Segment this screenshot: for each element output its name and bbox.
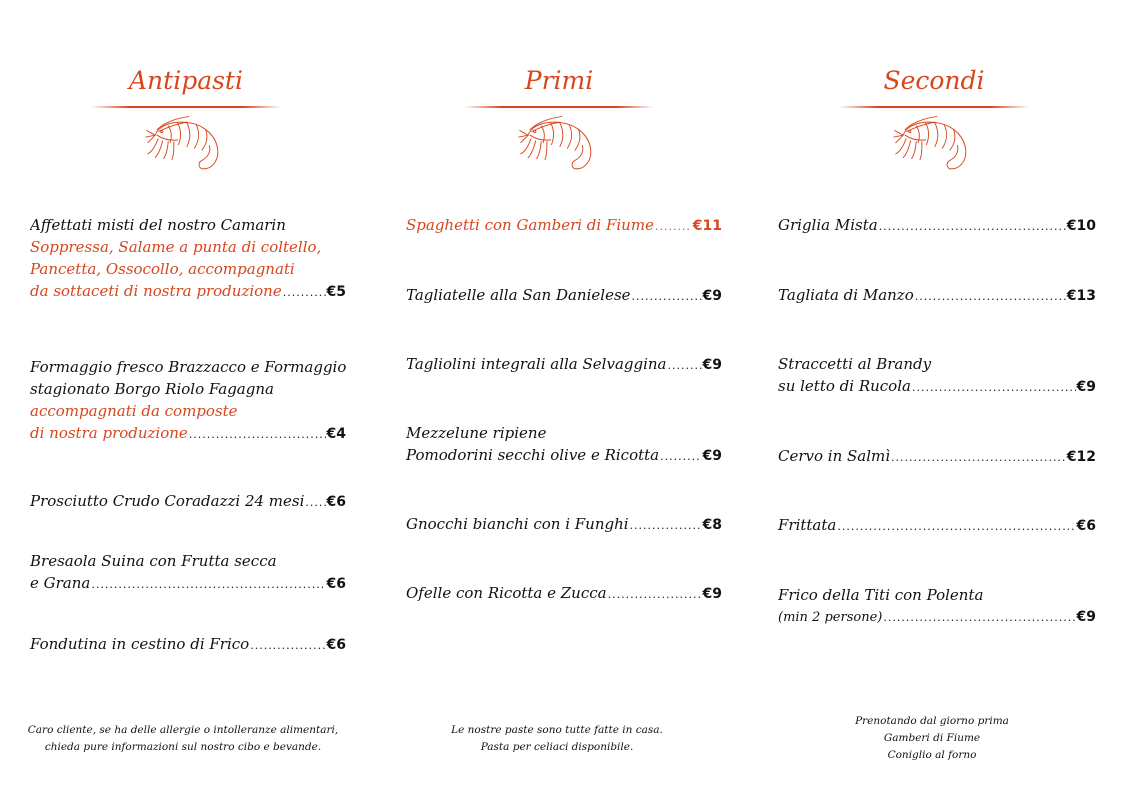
shrimp-icon: [892, 114, 976, 176]
allergy-note: [18, 722, 348, 756]
menu-item-frico-polenta: [778, 584, 1096, 629]
note-line: Pasta per celiaci disponibile.: [480, 741, 634, 753]
secondi-header: [834, 66, 1034, 176]
dish-price: €5: [326, 284, 346, 300]
menu-item-ofelle: [406, 582, 722, 606]
menu-item-fondutina: [30, 633, 346, 657]
note-line: Prenotando dal giorno prima: [855, 715, 1009, 727]
dish-price: €9: [702, 288, 722, 304]
section-title: Antipasti: [129, 66, 243, 95]
dish-name: Bresaola Suina con Frutta secca: [30, 552, 277, 570]
leader-dots: [283, 282, 326, 304]
menu-item-affettati: [30, 214, 346, 304]
dish-price: €9: [1076, 379, 1096, 395]
note-line: Gamberi di Fiume: [883, 732, 981, 744]
leader-dots: [189, 424, 326, 446]
dish-name: Gnocchi bianchi con i Funghi: [406, 515, 629, 533]
dish-name: e Grana: [30, 574, 91, 592]
leader-dots: [250, 635, 325, 657]
dish-name: Frittata: [778, 516, 837, 534]
menu-item-tagliata: [778, 284, 1096, 308]
note-line: Caro cliente, se ha delle allergie o intolleranze alimentari,: [27, 724, 339, 736]
menu-item-cervo: [778, 445, 1096, 469]
leader-dots: [91, 574, 325, 596]
shrimp-icon: [517, 114, 601, 176]
booking-note: [802, 713, 1062, 764]
menu-item-formaggio: [30, 356, 346, 446]
menu-item-tagliatelle: [406, 284, 722, 308]
dish-price: €12: [1066, 449, 1096, 465]
leader-dots: [879, 216, 1066, 238]
dish-price: €6: [326, 494, 346, 510]
dish-name: Prosciutto Crudo Coradazzi 24 mesi: [30, 492, 305, 510]
dish-name: Fondutina in cestino di Frico: [30, 635, 250, 653]
dish-price: €6: [326, 576, 346, 592]
section-title: Secondi: [883, 66, 985, 95]
dish-name: Tagliolini integrali alla Selvaggina: [406, 355, 667, 373]
note-line: chieda pure informazioni sul nostro cibo e bevande.: [44, 741, 322, 753]
dish-name: Ofelle con Ricotta e Zucca: [406, 584, 607, 602]
leader-dots: [912, 377, 1076, 399]
menu-item-tagliolini: [406, 353, 722, 377]
dish-note: (min 2 persone): [778, 610, 883, 625]
primi-header: [459, 66, 659, 176]
dish-price: €11: [692, 218, 722, 234]
leader-dots: [660, 446, 701, 468]
leader-dots: [655, 216, 692, 238]
dish-description: Pancetta, Ossocollo, accompagnati: [30, 260, 295, 278]
shrimp-icon: [144, 114, 228, 176]
dish-name: Straccetti al Brandy: [778, 355, 932, 373]
dish-description: da sottaceti di nostra produzione: [30, 282, 282, 300]
note-line: Le nostre paste sono tutte fatte in casa.: [451, 724, 663, 736]
dish-name: Mezzelune ripiene: [406, 424, 547, 442]
dish-price: €6: [326, 637, 346, 653]
note-line: Coniglio al forno: [887, 749, 977, 761]
dish-name: Affettati misti del nostro Camarin: [30, 216, 286, 234]
leader-dots: [305, 492, 325, 514]
dish-name: su letto di Rucola: [778, 377, 911, 395]
dish-name: Pomodorini secchi olive e Ricotta: [406, 446, 660, 464]
dish-price: €9: [702, 448, 722, 464]
menu-item-frittata: [778, 514, 1096, 538]
dish-price: €9: [702, 357, 722, 373]
leader-dots: [668, 355, 702, 377]
leader-dots: [630, 515, 702, 537]
menu-item-mezzelune: [406, 422, 722, 468]
dish-name: stagionato Borgo Riolo Fagagna: [30, 380, 274, 398]
dish-price: €13: [1066, 288, 1096, 304]
divider: [839, 106, 1029, 108]
dish-price: €8: [702, 517, 722, 533]
dish-name: Tagliatelle alla San Danielese: [406, 286, 631, 304]
menu-item-griglia: [778, 214, 1096, 238]
pasta-note: [402, 722, 712, 756]
divider: [91, 106, 281, 108]
leader-dots: [915, 286, 1066, 308]
menu-item-prosciutto: [30, 490, 346, 514]
dish-name: Cervo in Salmì: [778, 447, 891, 465]
dish-name: Frico della Titi con Polenta: [778, 586, 984, 604]
dish-price: €9: [1076, 609, 1096, 625]
dish-description: di nostra produzione: [30, 424, 188, 442]
dish-description: accompagnati da composte: [30, 402, 238, 420]
dish-description: Soppressa, Salame a punta di coltello,: [30, 238, 322, 256]
dish-price: €4: [326, 426, 346, 442]
dish-price: €10: [1066, 218, 1096, 234]
menu-item-straccetti: [778, 353, 1096, 399]
dish-price: €6: [1076, 518, 1096, 534]
dish-name: Spaghetti con Gamberi di Fiume: [406, 216, 654, 234]
menu-item-spaghetti: [406, 214, 722, 238]
section-title: Primi: [524, 66, 594, 95]
antipasti-header: [86, 66, 286, 176]
leader-dots: [837, 516, 1075, 538]
menu-item-bresaola: [30, 550, 346, 596]
leader-dots: [608, 584, 702, 606]
dish-name: Tagliata di Manzo: [778, 286, 914, 304]
divider: [464, 106, 654, 108]
dish-name: Griglia Mista: [778, 216, 878, 234]
menu-item-gnocchi: [406, 513, 722, 537]
leader-dots: [883, 607, 1075, 629]
leader-dots: [632, 286, 702, 308]
dish-name: Formaggio fresco Brazzacco e Formaggio: [30, 358, 346, 376]
dish-price: €9: [702, 586, 722, 602]
leader-dots: [891, 447, 1066, 469]
